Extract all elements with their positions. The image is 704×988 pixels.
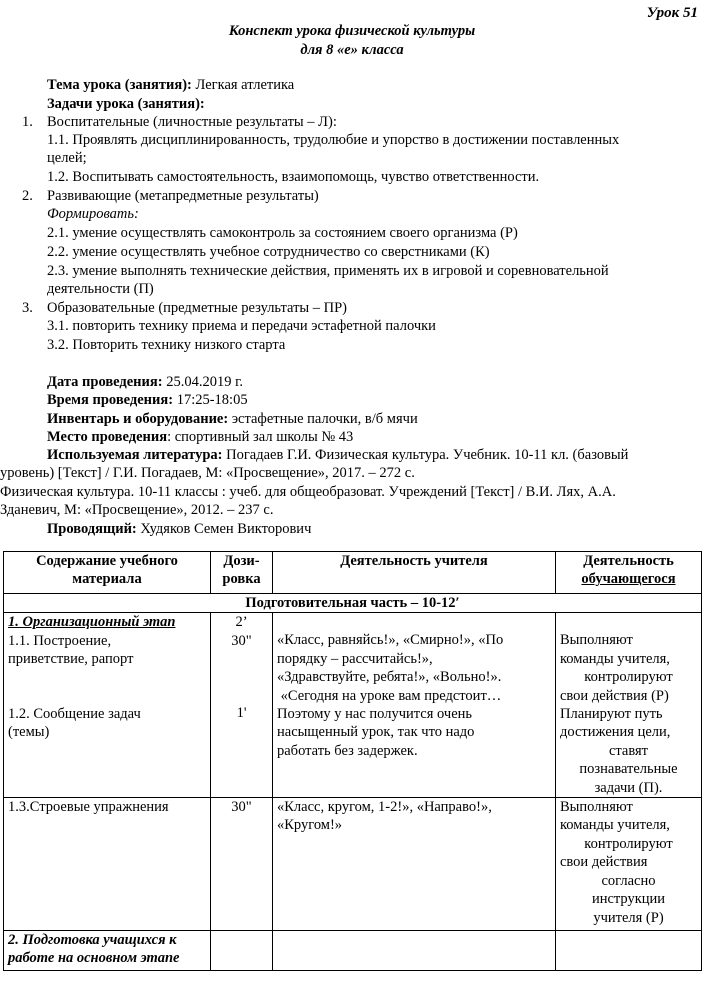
teacher-label: Проводящий: <box>47 521 137 537</box>
row1-student-line: Планируют путь <box>560 706 663 723</box>
task-1-title: Воспитательные (личностные результаты – Л): <box>47 114 337 130</box>
row2-student-line: согласно <box>601 872 656 889</box>
row1-content-line: (темы) <box>8 724 50 741</box>
teacher-value: Худяков Семен Викторович <box>140 521 312 537</box>
row1-dose-line: 2’ <box>235 614 248 631</box>
task-1-line: целей; <box>47 150 87 166</box>
teacher-line <box>47 520 311 538</box>
row3-content <box>4 931 211 971</box>
row1-dose-line: 1' <box>236 705 247 722</box>
table-header-row <box>4 552 702 594</box>
header-student <box>556 552 702 594</box>
row3-dose <box>211 931 273 971</box>
row1-student-line: ставят <box>608 742 649 759</box>
row1-student-line: команды учителя, <box>560 650 670 667</box>
row1-student-line: задачи (П). <box>594 779 663 796</box>
row1-teacher-line: Поэтому у нас получится очень <box>277 706 472 723</box>
row2-teacher-line: «Класс, кругом, 1-2!», «Направо!», <box>277 799 492 816</box>
row1-content-line: приветствие, рапорт <box>8 651 134 668</box>
header-content-line: Содержание учебного <box>36 553 178 569</box>
row2-content <box>4 798 211 931</box>
row2-content-line: 1.3.Строевые упражнения <box>8 799 169 816</box>
row2-student-line: инструкции <box>591 891 666 908</box>
row1-teacher-line: «Сегодня на уроке вам предстоит… <box>277 687 502 704</box>
row1-content-line: 1.2. Сообщение задач <box>8 705 141 722</box>
row2-student-line: свои действия <box>560 854 648 871</box>
row2-student-line: Выполняют <box>560 799 633 816</box>
topic-value: Легкая атлетика <box>195 77 295 93</box>
task-2-title: Развивающие (метапредметные результаты) <box>47 188 319 204</box>
row1-content <box>4 613 211 798</box>
row1-student-line: познавательные <box>579 761 678 778</box>
row2-teacher <box>273 798 556 931</box>
header-dose-line: Дози- <box>223 553 260 569</box>
row2-dose-line: 30" <box>231 799 252 816</box>
row2-dose <box>211 798 273 931</box>
place-line <box>47 428 353 446</box>
task-3-line: 3.1. повторить технику приема и передачи эстафетной палочки <box>47 318 436 334</box>
task-2-line: 2.3. умение выполнять технические действия, применять их в игровой и соревновательной <box>47 263 609 279</box>
title-line-1: Конспект урока физической культуры <box>228 23 476 39</box>
row3-teacher <box>273 931 556 971</box>
tasks-label: Задачи урока (занятия): <box>47 96 205 112</box>
section-row <box>4 594 702 613</box>
inventory-line <box>47 410 418 428</box>
table-row <box>4 931 702 971</box>
time-label: Время проведения: <box>47 392 174 408</box>
table-row <box>4 613 702 798</box>
header-student-line: Деятельность <box>583 553 674 569</box>
row1-student-line: Выполняют <box>560 632 633 649</box>
row2-student-line: команды учителя, <box>560 817 670 834</box>
date-label: Дата проведения: <box>47 374 163 390</box>
row1-student-line: контролируют <box>584 669 673 686</box>
header-student-line: обучающегося <box>581 571 676 588</box>
row1-teacher-line: насыщенный урок, так что надо <box>277 724 475 741</box>
row1-teacher-line: порядку – рассчитайсь!», <box>277 650 433 667</box>
row1-title: 1. Организационный этап <box>8 614 176 631</box>
date-value: 25.04.2019 г. <box>166 374 243 390</box>
literature-line-2: уровень) [Текст] / Г.И. Погадаев, М: «Просвещение», 2017. – 272 с. <box>0 465 415 481</box>
header-teacher <box>273 552 556 594</box>
task-3-number: 3. <box>22 300 33 316</box>
table-row <box>4 798 702 931</box>
inventory-value: эстафетные палочки, в/б мячи <box>231 411 418 427</box>
header-dose <box>211 552 273 594</box>
section-prep: Подготовительная часть – 10-12′ <box>4 594 702 613</box>
row1-spacer <box>8 669 206 705</box>
task-3-title: Образовательные (предметные результаты – ПР) <box>47 300 348 316</box>
literature-label: Используемая литература: <box>47 447 223 463</box>
row2-student-line: контролируют <box>584 835 673 852</box>
row3-content-line: работе на основном этапе <box>8 950 180 967</box>
task-2-number: 2. <box>22 188 33 204</box>
task-2-line: деятельности (П) <box>47 281 154 297</box>
place-label: Место проведения <box>47 429 168 445</box>
row1-student <box>556 613 702 798</box>
header-content <box>4 552 211 594</box>
row1-teacher <box>273 613 556 798</box>
title-line-2: для 8 «е» класса <box>300 42 404 58</box>
header-content-line: материала <box>72 571 142 588</box>
row2-teacher-line: «Кругом!» <box>277 817 343 834</box>
literature-line-1 <box>47 446 628 464</box>
task-2-line: 2.1. умение осуществлять самоконтроль за состоянием своего организма (Р) <box>47 225 518 241</box>
literature-line-3: Физическая культура. 10-11 классы : учеб. для общеобразоват. Учреждений [Текст] / В.И. Лях, А.А. <box>0 484 616 500</box>
header-dose-line: ровка <box>222 571 261 588</box>
header-teacher-line: Деятельность учителя <box>340 553 488 569</box>
task-3-line: 3.2. Повторить технику низкого старта <box>47 337 286 353</box>
task-2-line: 2.2. умение осуществлять учебное сотрудничество со сверстниками (К) <box>47 244 490 260</box>
lesson-plan-table <box>3 551 702 971</box>
row3-content-line: 2. Подготовка учащихся к <box>8 932 177 949</box>
topic-line <box>47 76 294 94</box>
row1-dose-spacer <box>215 650 268 704</box>
topic-label: Тема урока (занятия): <box>47 77 192 93</box>
literature-text-1: Погадаев Г.И. Физическая культура. Учебник. 10-11 кл. (базовый <box>226 447 629 463</box>
row1-dose <box>211 613 273 798</box>
task-2-subtitle: Формировать: <box>47 206 139 222</box>
literature-line-4: Зданевич, М: «Просвещение», 2012. – 237 с. <box>0 502 274 518</box>
place-value: : спортивный зал школы № 43 <box>167 429 354 445</box>
row1-content-line: 1.1. Построение, <box>8 632 112 649</box>
row2-student-line: учителя (Р) <box>593 909 664 926</box>
task-1-number: 1. <box>22 114 33 130</box>
time-value: 17:25-18:05 <box>176 392 248 408</box>
row2-student <box>556 798 702 931</box>
inventory-label: Инвентарь и оборудование: <box>47 411 229 427</box>
row1-teacher-line: «Класс, равняйсь!», «Смирно!», «По <box>277 632 504 649</box>
row3-student <box>556 931 702 971</box>
task-1-line: 1.1. Проявлять дисциплинированность, трудолюбие и упорство в достижении поставленных <box>47 132 620 148</box>
task-1-line: 1.2. Воспитывать самостоятельность, взаимопомощь, чувство ответственности. <box>47 169 540 185</box>
row1-teacher-line: «Здравствуйте, ребята!», «Вольно!». <box>277 669 502 686</box>
row1-teacher-line: работать без задержек. <box>277 742 418 759</box>
date-line <box>47 373 243 391</box>
time-line <box>47 391 248 409</box>
row1-student-line: достижения цели, <box>560 724 671 741</box>
row1-student-line: свои действия (Р) <box>560 687 669 704</box>
lesson-number: Урок 51 <box>646 5 698 21</box>
row1-dose-line: 30" <box>231 632 252 649</box>
